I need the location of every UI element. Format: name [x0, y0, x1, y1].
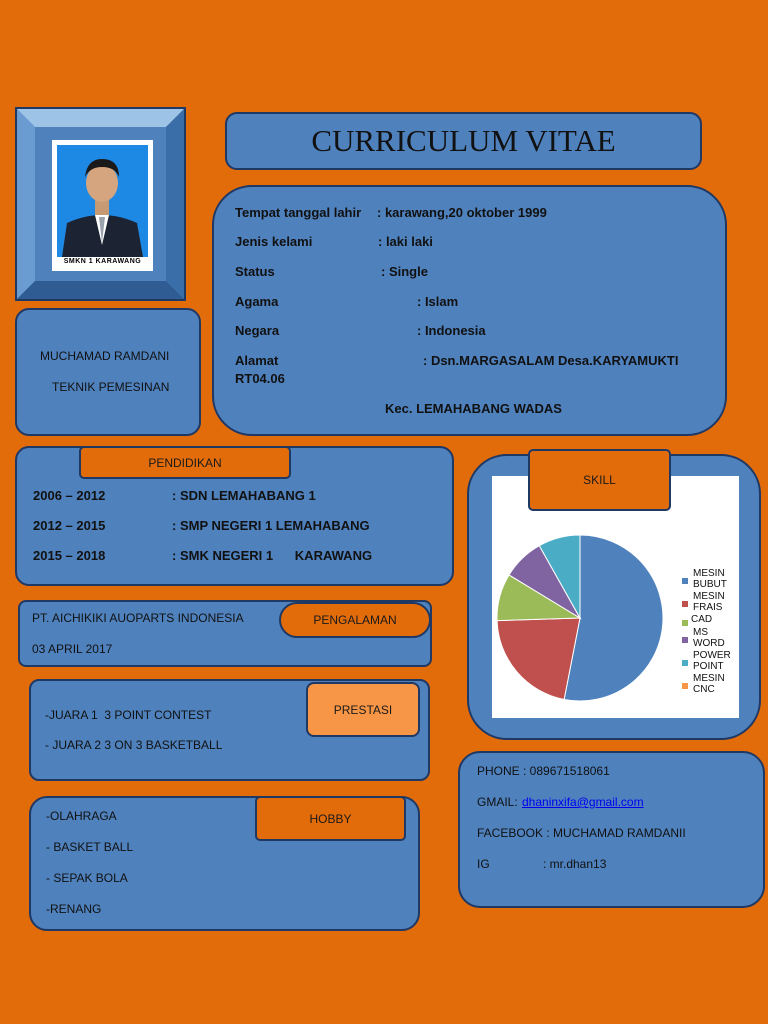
- experience-company: PT. AICHIKIKI AUOPARTS INDONESIA: [32, 611, 244, 625]
- gender-label: Jenis kelami: [235, 234, 313, 249]
- legend-label-1: MESIN FRAIS: [693, 591, 725, 613]
- education-tab: PENDIDIKAN: [79, 446, 291, 479]
- legend-label-4: POWER POINT: [693, 650, 731, 672]
- ttl-label: Tempat tanggal lahir: [235, 205, 362, 220]
- skill-tab: SKILL: [528, 449, 671, 511]
- legend-swatch-1: [682, 601, 688, 607]
- status-value: : Single: [381, 264, 428, 279]
- edu-years-1: 2006 – 2012: [33, 488, 106, 503]
- skill-chart: [492, 476, 739, 718]
- contact-facebook: FACEBOOK : MUCHAMAD RAMDANII: [477, 826, 686, 840]
- edu-years-2: 2012 – 2015: [33, 518, 106, 533]
- achievement-1: -JUARA 1 3 POINT CONTEST: [45, 708, 212, 722]
- hobby-item-3: - SEPAK BOLA: [46, 871, 128, 885]
- profile-photo: [52, 140, 153, 271]
- photo-caption: SMKN 1 KARAWANG: [63, 258, 142, 265]
- skill-pie: [492, 476, 739, 718]
- address-rt: RT04.06: [235, 371, 285, 386]
- experience-tab: PENGALAMAN: [279, 602, 431, 638]
- name-box: [15, 308, 201, 436]
- legend-label-0: MESIN BUBUT: [693, 568, 727, 590]
- legend-swatch-0: [682, 578, 688, 584]
- religion-value: : Islam: [417, 294, 459, 309]
- edu-school-1: : SDN LEMAHABANG 1: [172, 488, 316, 503]
- legend-label-3: MS WORD: [693, 627, 725, 649]
- page-title: CURRICULUM VITAE: [311, 123, 616, 158]
- ttl-value: : karawang,20 oktober 1999: [377, 205, 547, 220]
- experience-date: 03 APRIL 2017: [32, 642, 113, 656]
- hobby-tab: HOBBY: [255, 796, 406, 841]
- legend-swatch-5: [682, 683, 688, 689]
- edu-school-2: : SMP NEGERI 1 LEMAHABANG: [172, 518, 370, 533]
- religion-label: Agama: [235, 294, 279, 309]
- legend-swatch-3: [682, 637, 688, 643]
- contact-ig-label: IG: [477, 857, 490, 871]
- edu-school-3: : SMK NEGERI 1 KARAWANG: [172, 548, 373, 563]
- edu-years-3: 2015 – 2018: [33, 548, 106, 563]
- address-kec: Kec. LEMAHABANG WADAS: [385, 401, 562, 416]
- address-label: Alamat: [235, 353, 279, 368]
- status-label: Status: [235, 264, 275, 279]
- legend-label-5: MESIN CNC: [693, 673, 725, 695]
- legend-swatch-2: [682, 620, 688, 626]
- contact-phone: PHONE : 089671518061: [477, 764, 610, 778]
- contact-gmail-link[interactable]: dhaninxifa@gmail.com: [522, 795, 644, 809]
- achievement-2: - JUARA 2 3 ON 3 BASKETBALL: [45, 738, 223, 752]
- contact-ig-value: : mr.dhan13: [543, 857, 607, 871]
- title-box: [225, 112, 702, 170]
- profile-major: TEKNIK PEMESINAN: [52, 380, 170, 394]
- personal-info-box: [212, 185, 727, 436]
- legend-swatch-4: [682, 660, 688, 666]
- address-value: : Dsn.MARGASALAM Desa.KARYAMUKTI: [423, 353, 679, 368]
- profile-name: MUCHAMAD RAMDANI: [40, 349, 170, 363]
- hobby-item-1: -OLAHRAGA: [46, 809, 117, 823]
- contact-gmail-label: GMAIL:: [477, 795, 518, 809]
- hobby-item-2: - BASKET BALL: [46, 840, 134, 854]
- country-value: : Indonesia: [417, 323, 486, 338]
- country-label: Negara: [235, 323, 280, 338]
- legend-label-2: CAD: [691, 614, 713, 625]
- photo-frame: [15, 107, 186, 301]
- achievements-tab: PRESTASI: [306, 682, 420, 737]
- gender-value: : laki laki: [378, 234, 433, 249]
- hobby-item-4: -RENANG: [46, 902, 102, 916]
